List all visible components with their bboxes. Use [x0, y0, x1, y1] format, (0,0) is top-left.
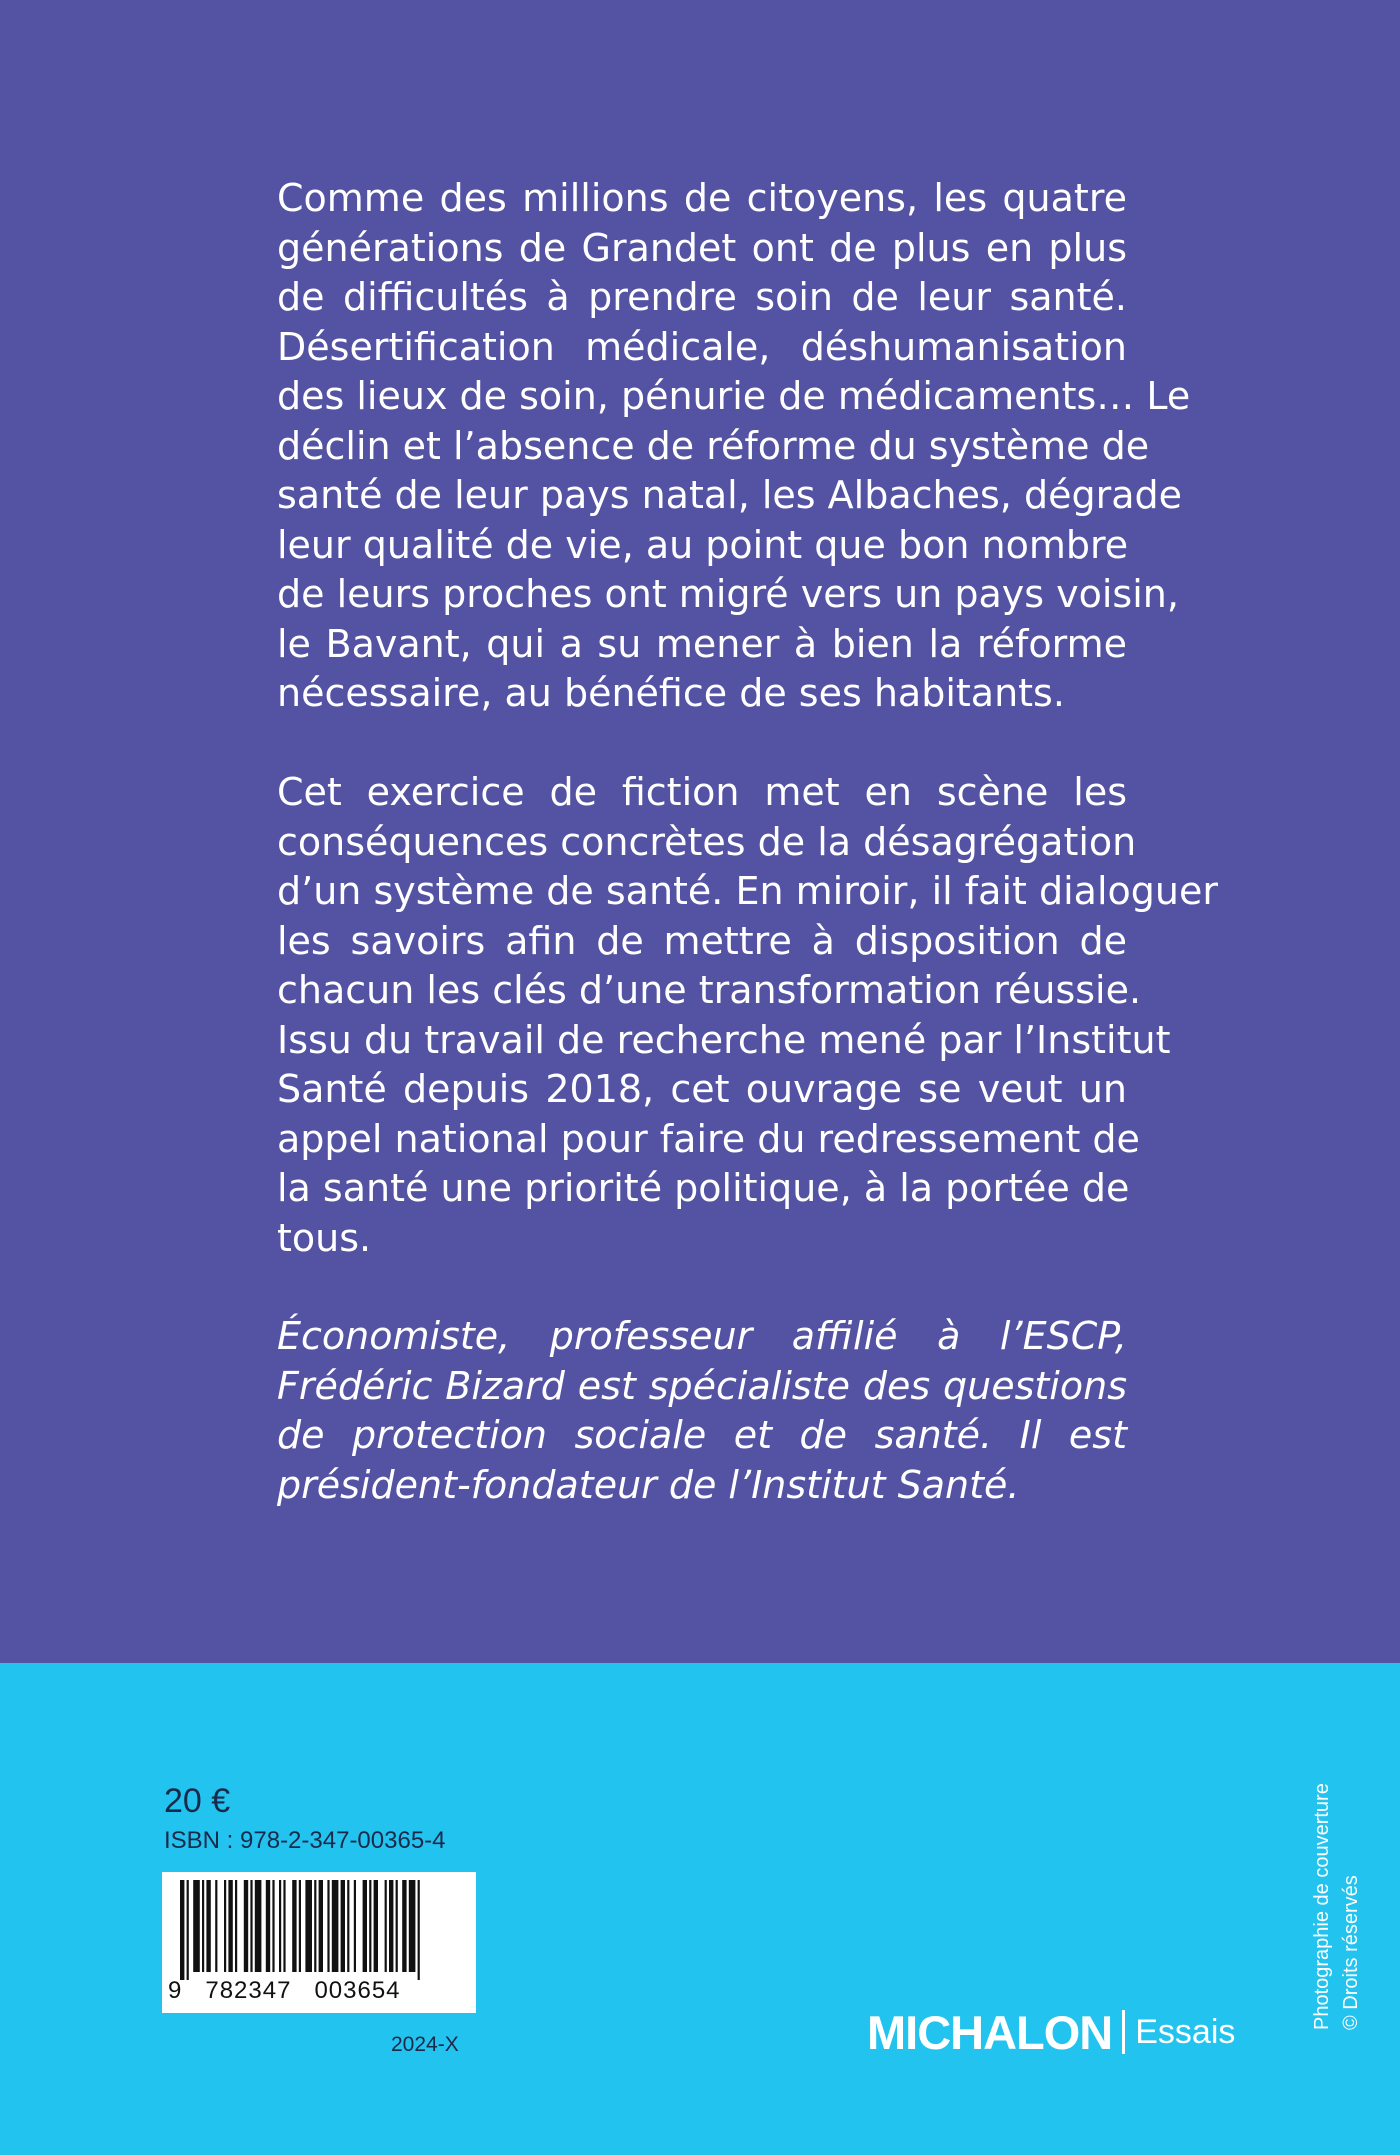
barcode-bar: [292, 1880, 296, 1972]
text-line: Issu du travail de recherche mené par l’Institut: [277, 1017, 1171, 1062]
barcode-bar: [180, 1880, 184, 1980]
barcode-bar: [396, 1880, 398, 1972]
text-line: Désertification médicale, déshumanisation: [277, 324, 1127, 369]
barcode-bar: [319, 1880, 323, 1972]
publisher-name: MICHALON: [867, 2005, 1113, 2059]
isbn: ISBN : 978-2-347-00365-4: [164, 1827, 446, 1854]
barcode-bar: [341, 1880, 345, 1972]
photo-credit-line-1: Photographie de couverture: [1311, 1783, 1333, 2030]
text-line: générations de Grandet ont de plus en plus: [277, 225, 1127, 270]
barcode-bar: [255, 1880, 262, 1972]
text-line: Économiste, professeur affilié à l’ESCP,: [277, 1314, 1127, 1358]
synopsis-paragraph-2: [277, 768, 1218, 1263]
barcode-bar: [187, 1880, 189, 1980]
barcode-bar: [389, 1880, 393, 1972]
barcode-bar: [354, 1880, 356, 1972]
barcode-bar: [193, 1880, 200, 1972]
text-line: des lieux de soin, pénurie de médicaments… Le: [277, 374, 1191, 418]
text-line: les savoirs afin de mettre à disposition de: [277, 918, 1127, 963]
text-line: Santé depuis 2018, cet ouvrage se veut un: [277, 1067, 1127, 1111]
text-line: Comme des millions de citoyens, les quatre: [277, 176, 1127, 220]
synopsis-paragraph-1: [277, 174, 1191, 719]
barcode-bar: [418, 1880, 420, 1980]
logo-divider: [1122, 2010, 1125, 2054]
barcode-bar: [266, 1880, 270, 1972]
barcode-bar: [283, 1880, 285, 1972]
barcode-bar: [299, 1880, 301, 1972]
barcode-bar: [272, 1880, 274, 1972]
edition-code: 2024-X: [391, 2033, 459, 2056]
barcode-bar: [250, 1880, 252, 1972]
publisher-logo: [867, 2004, 1235, 2060]
barcode-bar: [244, 1880, 248, 1972]
text-line: chacun les clés d’une transformation réussie.: [277, 968, 1142, 1012]
barcode-bar: [228, 1880, 232, 1972]
price: 20 €: [164, 1782, 231, 1820]
barcode-bar: [206, 1880, 210, 1972]
barcode-bar: [347, 1880, 349, 1972]
collection-name: Essais: [1135, 2012, 1236, 2051]
text-line: de leurs proches ont migré vers un pays voisin,: [277, 572, 1179, 616]
barcode-bar: [279, 1880, 281, 1972]
barcode-bar: [369, 1880, 371, 1972]
barcode-bar: [327, 1880, 329, 1972]
barcode-bar: [409, 1880, 416, 1972]
text-line: santé de leur pays natal, les Albaches, dégrade: [277, 473, 1182, 517]
text-line: tous.: [277, 1215, 372, 1260]
text-line: nécessaire, au bénéfice de ses habitants.: [277, 671, 1065, 715]
photo-credit: [1308, 1783, 1366, 2030]
barcode: [162, 1872, 476, 2013]
text-line: de difficultés à prendre soin de leur santé.: [277, 275, 1127, 319]
text-line: d’un système de santé. En miroir, il fait dialoguer: [277, 869, 1218, 913]
text-line: la santé une priorité politique, à la portée de: [277, 1166, 1130, 1210]
author-bio: [277, 1312, 1127, 1510]
text-line: le Bavant, qui a su mener à bien la réforme: [277, 621, 1127, 666]
text-line: Frédéric Bizard est spécialiste des questions: [277, 1363, 1127, 1408]
barcode-bar: [215, 1880, 217, 1972]
text-line: appel national pour faire du redressement de: [277, 1116, 1140, 1161]
text-line: Cet exercice de fiction met en scène les: [277, 770, 1127, 814]
text-line: de protection sociale et de santé. Il est: [277, 1413, 1127, 1457]
barcode-bar: [332, 1880, 339, 1972]
text-line: déclin et l’absence de réforme du système de: [277, 423, 1150, 468]
barcode-bar: [363, 1880, 367, 1972]
text-line: conséquences concrètes de la désagrégation: [277, 819, 1137, 864]
barcode-digits: 9 782347 003654: [168, 1977, 401, 2004]
barcode-bar: [385, 1880, 387, 1972]
barcode-bar: [402, 1880, 406, 1972]
text-line: leur qualité de vie, au point que bon nombre: [277, 522, 1129, 567]
photo-credit-line-2: © Droits réservés: [1340, 1875, 1362, 2030]
barcode-bar: [235, 1880, 237, 1972]
barcode-bar: [314, 1880, 316, 1972]
barcode-bar: [202, 1880, 204, 1972]
barcode-bar: [374, 1880, 378, 1972]
text-line: président-fondateur de l’Institut Santé.: [277, 1462, 1020, 1507]
barcode-bar: [224, 1880, 226, 1972]
barcode-bar: [305, 1880, 312, 1972]
